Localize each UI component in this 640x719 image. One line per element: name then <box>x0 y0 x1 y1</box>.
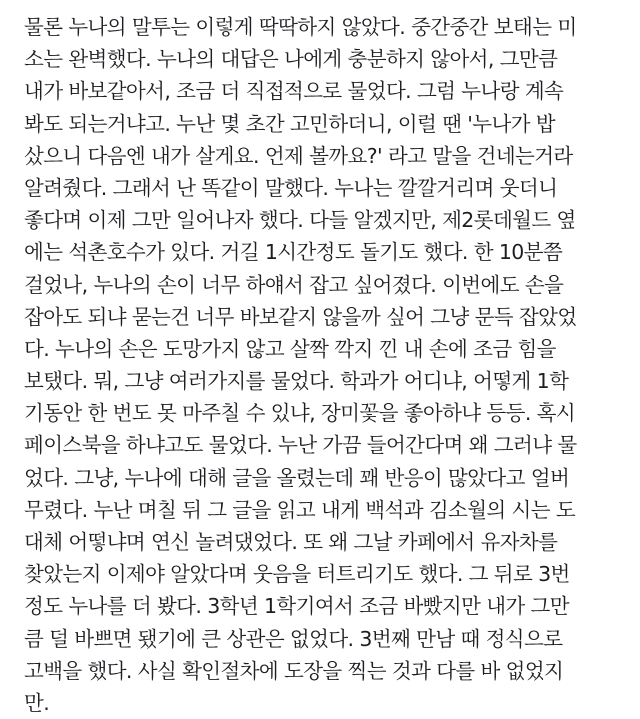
text-line-15: 었다. 그냥, 누나에 대해 글을 올렸는데 꽤 반응이 많았다고 얼버 <box>24 465 570 490</box>
text-line-3: 내가 바보같아서, 조금 더 직접적으로 물었다. 그럼 누나랑 계속 <box>24 79 564 104</box>
text-line-1: 물론 누나의 말투는 이렇게 딱딱하지 않았다. 중간중간 보태는 미 <box>24 15 577 39</box>
text-line-11: 다. 누나의 손은 도망가지 않고 살짝 깍지 낀 내 손에 조금 힘을 <box>24 336 556 361</box>
text-line-13: 기동안 한 번도 못 마주칠 수 있냐, 장미꽃을 좋아하냐 등등. 혹시 <box>24 401 576 426</box>
text-line-7: 좋다며 이제 그만 일어나자 했다. 다들 알겠지만, 제2롯데월드 옆 <box>24 208 576 233</box>
text-line-12: 보탰다. 뭐, 그냥 여러가지를 물었다. 학과가 어디냐, 어떻게 1학 <box>24 369 569 394</box>
text-line-9: 걸었나, 누나의 손이 너무 하얘서 잡고 싶어졌다. 이번에도 손을 <box>24 272 564 297</box>
text-line-6: 알려줬다. 그래서 난 똑같이 말했다. 누나는 깔깔거리며 웃더니 <box>24 175 558 200</box>
text-line-2: 소는 완벽했다. 누나의 대답은 나에게 충분하지 않아서, 그만큼 <box>24 47 558 72</box>
text-line-16: 무렸다. 누난 며칠 뒤 그 글을 읽고 내게 백석과 김소월의 시는 도 <box>24 497 576 522</box>
text-line-19: 정도 누나를 더 봤다. 3학년 1학기여서 조금 바빴지만 내가 그만 <box>24 594 569 619</box>
text-line-4: 봐도 되는거냐고. 누난 몇 초간 고민하더니, 이럴 땐 '누나가 밥 <box>24 111 555 136</box>
post-text <box>24 11 630 719</box>
text-line-20: 큼 덜 바쁘면 됐기에 큰 상관은 없었다. 3번째 만남 때 정식으로 <box>24 626 563 651</box>
text-line-5: 샀으니 다음엔 내가 살게요. 언제 볼까요?' 라고 말을 건네는거라 <box>24 143 573 168</box>
text-line-17: 대체 어떻냐며 연신 놀려댔었다. 또 왜 그날 카페에서 유자차를 <box>24 530 558 554</box>
text-line-14: 페이스북을 하냐고도 물었다. 누난 가끔 들어간다며 왜 그러냐 물 <box>24 433 577 458</box>
text-line-22: 만. <box>24 690 50 715</box>
text-line-8: 에는 석촌호수가 있다. 거길 1시간정도 돌기도 했다. 한 10분쯤 <box>24 240 563 265</box>
text-line-10: 잡아도 되냐 묻는건 너무 바보같지 않을까 싶어 그냥 문득 잡았었 <box>24 304 577 329</box>
text-line-21: 고백을 했다. 사실 확인절차에 도장을 찍는 것과 다를 바 없었지 <box>24 658 564 683</box>
text-line-18: 찾았는지 이제야 알았다며 웃음을 터트리기도 했다. 그 뒤로 3번 <box>24 562 570 587</box>
